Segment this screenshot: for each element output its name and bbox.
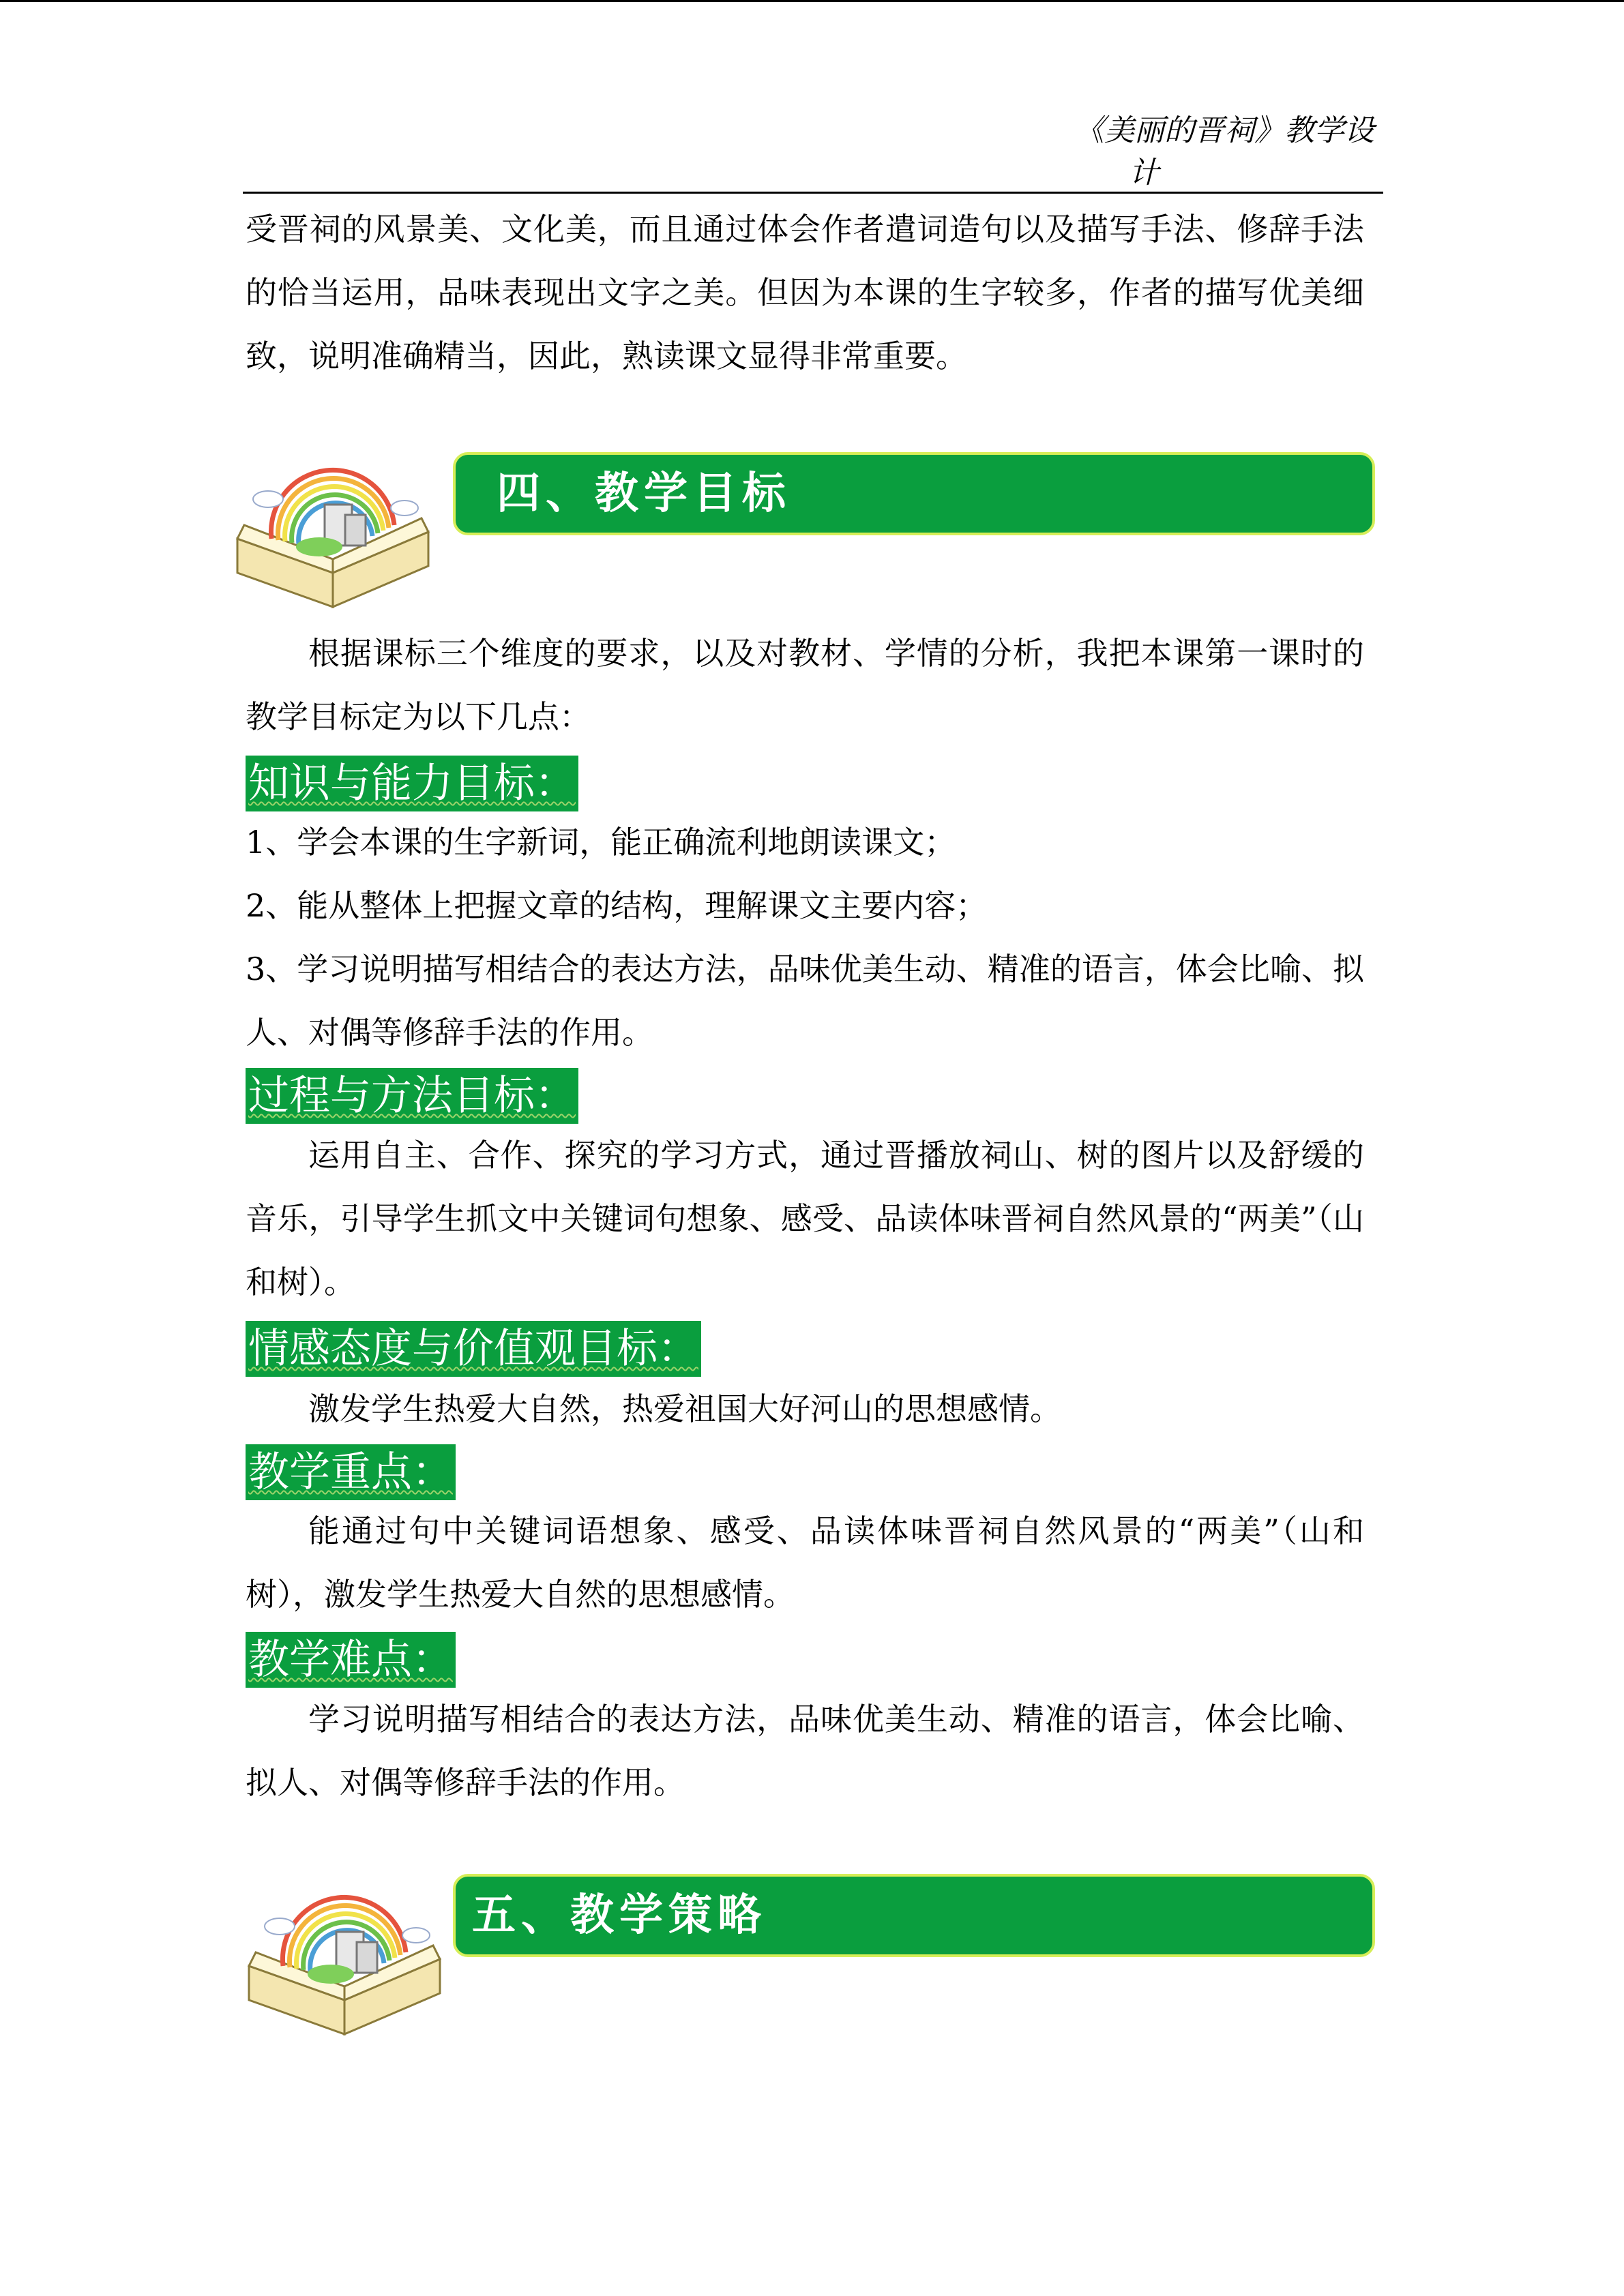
process-text: 运用自主、合作、探究的学习方式，通过晋播放祠山、树的图片以及舒缓的音乐，引导学生抓文中关键词句想象、感受、品读体味晋祠自然风景的“两美”（山和树）。: [246, 1137, 1364, 1300]
open-book-rainbow-icon: [231, 457, 435, 614]
label-emotion-values: 情感态度与价值观目标：: [246, 1321, 701, 1377]
knowledge-item-2: 2、能从整体上把握文章的结构，理解课文主要内容；: [246, 887, 988, 924]
label-knowledge-ability: 知识与能力目标：: [246, 756, 578, 811]
difficulty-text: 学习说明描写相结合的表达方法，品味优美生动、精准的语言，体会比喻、拟人、对偶等修辞手法的作用。: [246, 1701, 1364, 1801]
running-header: [965, 109, 1374, 190]
section-banner-teaching-strategy: [453, 1874, 1375, 1957]
label-key-point: 教学重点：: [246, 1444, 456, 1500]
header-title-line2: 计: [1129, 155, 1159, 190]
header-title-line1: 《美丽的晋祠》教学设: [1074, 113, 1374, 148]
key-point-text: 能通过句中关键词语想象、感受、品读体味晋祠自然风景的“两美”（山和树），激发学生热爱大自然的思想感情。: [246, 1512, 1364, 1613]
header-rule: [243, 192, 1383, 194]
section-banner-teaching-goals: [453, 452, 1375, 535]
knowledge-item-1: 1、学会本课的生字新词，能正确流利地朗读课文；: [246, 824, 956, 861]
section-title: 四、教学目标: [497, 468, 791, 519]
page-top-border: [0, 0, 1624, 2]
label-process-method: 过程与方法目标：: [246, 1068, 578, 1124]
goals-intro: 根据课标三个维度的要求，以及对教材、学情的分析，我把本课第一课时的教学目标定为以下几点：: [246, 635, 1364, 735]
emotion-text: 激发学生热爱大自然，热爱祖国大好河山的思想感情。: [308, 1390, 1061, 1427]
knowledge-item-3: 3、学习说明描写相结合的表达方法，品味优美生动、精准的语言，体会比喻、拟人、对偶等修辞手法的作用。: [246, 951, 1364, 1051]
label-difficulty: 教学难点：: [246, 1632, 456, 1688]
intro-paragraph: 受晋祠的风景美、文化美，而且通过体会作者遣词造句以及描写手法、修辞手法的恰当运用，品味表现出文字之美。但因为本课的生字较多，作者的描写优美细致，说明准确精当，因此，熟读课文显得非常重要。: [246, 211, 1364, 374]
open-book-rainbow-icon: [242, 1884, 447, 2041]
section-title: 五、教学策略: [472, 1890, 767, 1941]
